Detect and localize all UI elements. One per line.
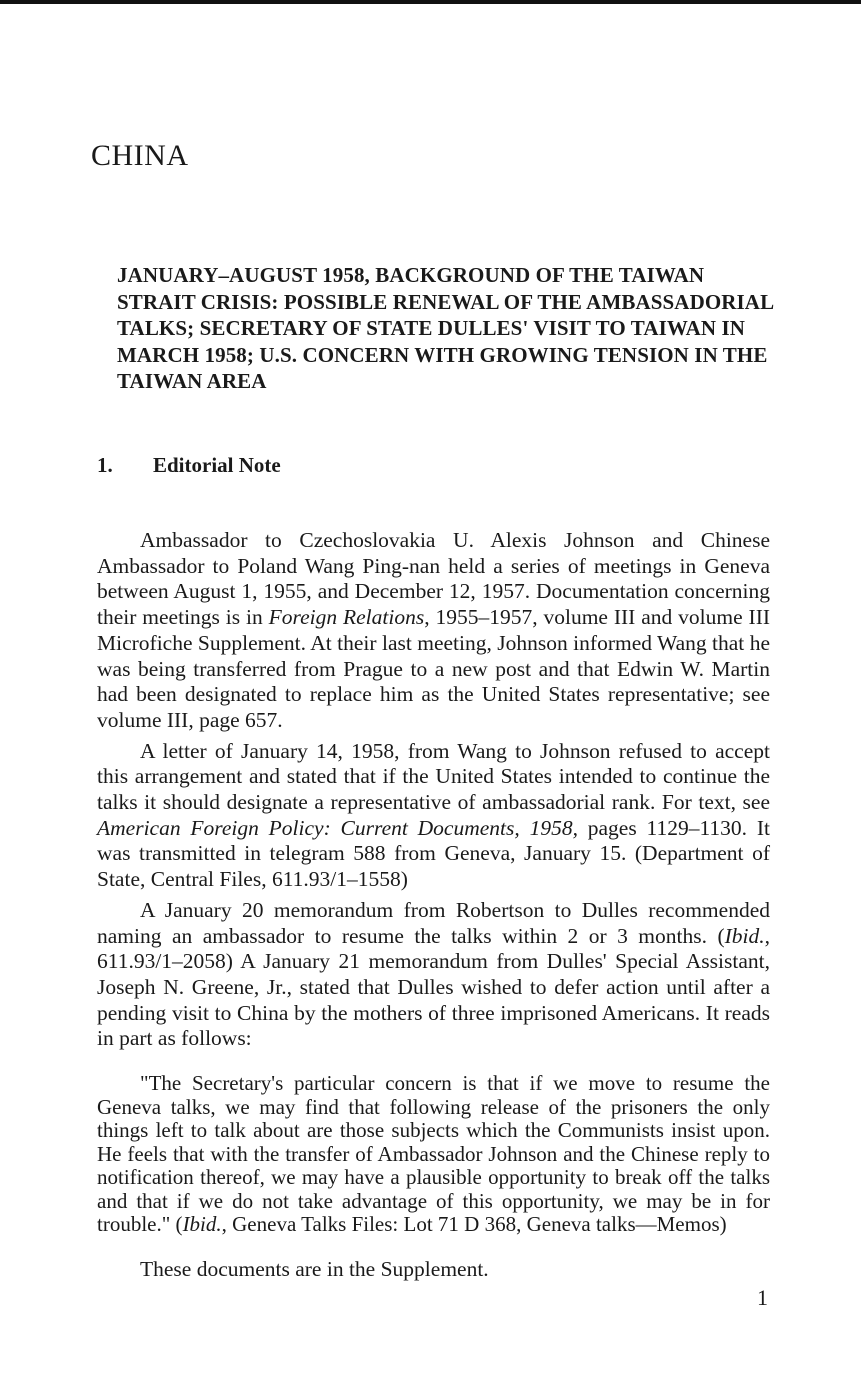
chapter-title: JANUARY–AUGUST 1958, BACKGROUND OF THE TAIWAN STRAIT CRISIS: POSSIBLE RENEWAL OF THE AMBASSADORIAL TALKS; SECRETARY OF STATE DULLES' VISIT TO TAIWAN IN MARCH 1958; U.S. CONCERN WITH GROWING TENSION IN THE TAIWAN AREA [117,263,774,393]
paragraph-2-text-a: A letter of January 14, 1958, from Wang to Johnson refused to accept this arrangement and stated that if the United States intended to continue the talks it should designate a representative of ambassadorial rank. For text, see [97,738,770,815]
paragraph-1-text-b: , 1955–1957, volume III and volume III Microfiche Supplement. At their last meeting, Johnson informed Wang that he was being transferred from Prague to a new post and that Edwin W. Martin had been designated to replace him as the United States representative; see volume III, page 657. [97,605,771,732]
paragraph-1-italic: Foreign Relations [268,605,425,630]
block-quote [97,1072,770,1237]
paragraph-3-text-b: , 611.93/1–2058) A January 21 memorandum from Dulles' Special Assistant, Joseph N. Greene, Jr., stated that Dulles wished to defer action until after a pending visit to China by the mothers of three imprisoned Americans. It reads in part as follows: [97,923,770,1051]
paragraph-3-text-a: A January 20 memorandum from Robertson to Dulles recommended naming an ambassador to resume the talks within 2 or 3 months. ( [97,897,770,948]
paragraph-2-text-b: pages 1129–1130. It was transmitted in telegram 588 from Geneva, January 15. (Department of State, Central Files, 611.93/1–1558) [97,815,770,892]
paragraph-3-italic: Ibid. [724,923,765,948]
page-number: 1 [757,1285,768,1310]
editorial-note-body [97,528,770,1287]
page-heading: CHINA [91,139,189,172]
block-quote-text-b: , Geneva Talks Files: Lot 71 D 368, Geneva talks—Memos) [221,1212,727,1237]
section-title: Editorial Note [153,453,281,477]
paragraph-1 [97,528,770,734]
section-header [97,452,281,478]
paragraph-1-text-a: Ambassador to Czechoslovakia U. Alexis Johnson and Chinese Ambassador to Poland Wang Ping-nan held a series of meetings in Geneva between August 1, 1955, and December 12, 1957. Documentation concerning their meetings is in [97,528,770,630]
closing-paragraph: These documents are in the Supplement. [140,1256,489,1281]
block-quote-italic: Ibid. [182,1212,222,1237]
paragraph-2 [97,739,770,893]
section-number: 1. [97,453,113,477]
paragraph-2-italic: American Foreign Policy: Current Documents, 1958, [97,815,578,840]
top-border-rule [0,0,861,4]
paragraph-3 [97,898,770,1052]
block-quote-text-a: "The Secretary's particular concern is that if we move to resume the Geneva talks, we may find that following release of the prisoners the only things left to talk about are those subjects which the Communists insist upon. He feels that with the transfer of Ambassador Johnson and the Chinese reply to notification thereof, we may have a plausible opportunity to break off the talks and that if we do not take advantage of this opportunity, we may be in for trouble." ( [97,1071,770,1237]
